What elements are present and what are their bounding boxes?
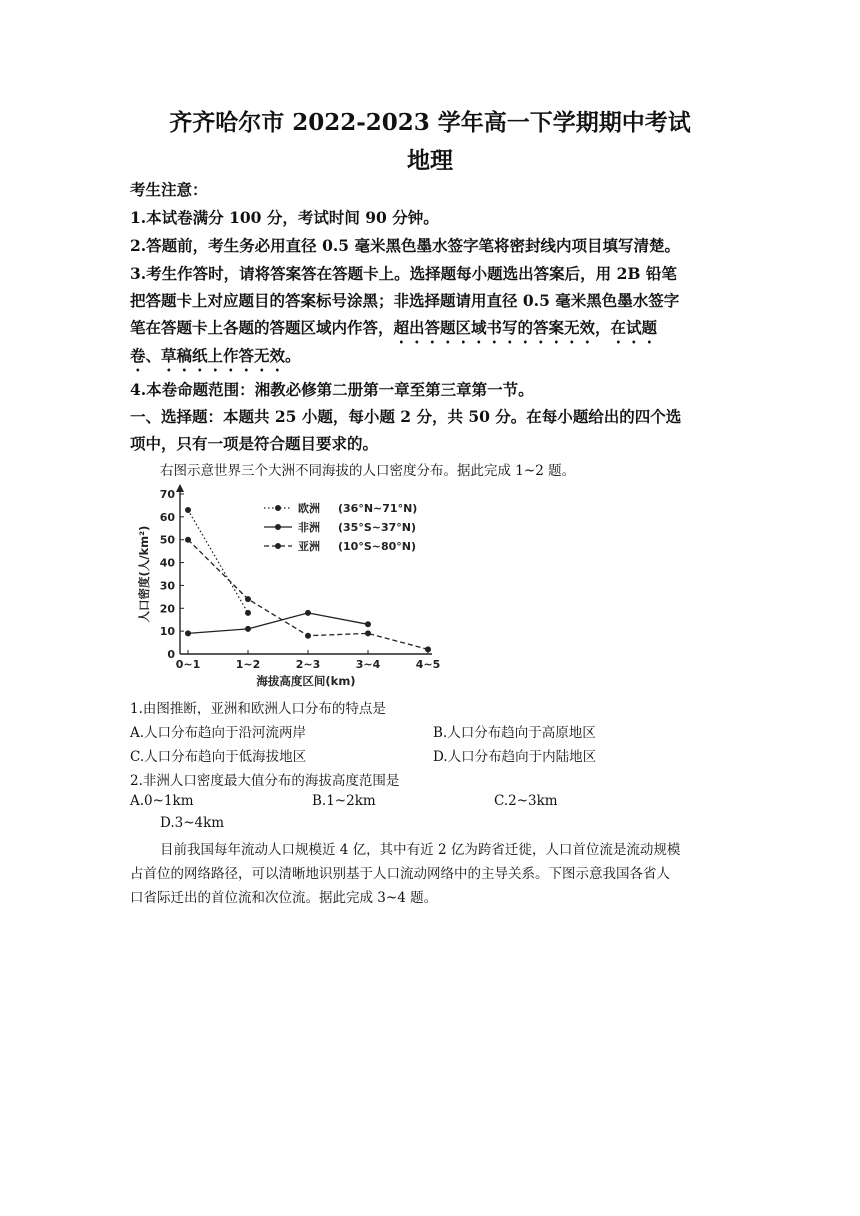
y-tick-label: 70 [159,488,175,501]
legend-marker [275,543,281,549]
section-1-line-1: 一、选择题：本题共 25 小题，每小题 2 分，共 50 分。在每小题给出的四个选 [130,407,682,426]
data-point [185,630,191,636]
legend-name: 非洲 [298,521,320,534]
notice-item-4: 4.本卷命题范围：湘教必修第二册第一章至第三章第一节。 [130,380,534,399]
legend-name: 欧洲 [298,502,320,515]
section-1-line-2: 项中，只有一项是符合题目要求的。 [130,434,379,453]
y-tick-label: 50 [159,533,175,547]
legend-range: (10°S~80°N) [338,540,417,553]
legend-marker [275,505,281,511]
y-tick-label: 40 [159,556,175,570]
notice-item-2: 2.答题前，考生务必用直径 0.5 毫米黑色墨水签字笔将密封线内项目填写清楚。 [130,236,680,255]
subject-title: 地理 [407,147,453,174]
y-tick-label: 0 [167,648,175,661]
notice-item-3-line-4 [130,344,740,375]
legend-range: (36°N~71°N) [338,502,418,515]
notice-emphasis-2: 卷、草稿纸上作答无效。 [130,346,301,365]
q2-option-a[interactable]: A.0~1km [130,793,194,809]
y-tick-label: 10 [159,625,175,639]
data-point [245,610,251,616]
series-line-1 [188,510,248,613]
question-3-4-intro-line-2: 占首位的网络路径，可以清晰地识别基于人口流动网络中的主导关系。下图示意我国各省人 [130,866,670,882]
legend-name: 亚洲 [298,540,320,553]
q2-option-b[interactable]: B.1~2km [312,793,376,809]
x-tick-label: 2~3 [295,658,321,671]
notice-item-3-line-3 [130,316,740,347]
q1-option-c[interactable]: C.人口分布趋向于低海拔地区 [130,749,307,765]
question-3-4-intro-line-3: 口省际迁出的首位流和次位流。据此完成 3~4 题。 [130,890,438,906]
data-point [245,626,251,632]
q2-option-d[interactable]: D.3~4km [160,815,225,831]
data-point [305,633,311,639]
exam-title: 齐齐哈尔市 2022-2023 学年高一下学期期中考试 [169,109,691,136]
q1-option-a[interactable]: A.人口分布趋向于沿河流两岸 [130,725,307,741]
q2-option-c[interactable]: C.2~3km [494,793,558,809]
q1-stem: 1.由图推断，亚洲和欧洲人口分布的特点是 [130,701,386,717]
x-axis-label: 海拔高度区间(km) [256,674,356,688]
q1-option-b[interactable]: B.人口分布趋向于高原地区 [433,725,596,741]
q1-option-d[interactable]: D.人口分布趋向于内陆地区 [433,749,597,765]
x-tick-label: 1~2 [235,658,261,671]
x-tick-label: 0~1 [175,658,201,671]
notice-heading: 考生注意： [130,180,208,199]
population-density-chart [132,478,440,693]
x-tick-label: 3~4 [355,658,381,671]
notice-item-3-line-1: 3.考生作答时，请将答案答在答题卡上。选择题每小题选出答案后，用 2B 铅笔 [130,264,677,283]
data-point [185,507,191,513]
data-point [365,630,371,636]
y-tick-label: 30 [159,579,175,593]
legend-range: (35°S~37°N) [338,521,417,534]
x-tick-label: 4~5 [415,658,440,671]
data-point [185,537,191,543]
y-axis-label: 人口密度(人/km²) [137,525,151,623]
question-3-4-intro-line-1: 目前我国每年流动人口规模近 4 亿，其中有近 2 亿为跨省迁徙，人口首位流是流动规模 [160,842,681,858]
data-point [305,610,311,616]
notice-item-3-line-2: 把答题卡上对应题目的答案标号涂黑；非选择题请用直径 0.5 毫米黑色墨水签字 [130,291,680,310]
data-point [425,646,431,652]
y-tick-label: 60 [159,510,175,524]
notice-item-3-line-3a: 笔在答题卡上各题的答题区域内作答， [130,318,394,337]
notice-emphasis-1: 超出答题区域书写的答案无效，在试题 [393,318,658,337]
notice-item-1: 1.本试卷满分 100 分，考试时间 90 分钟。 [130,208,439,227]
question-1-2-intro: 右图示意世界三个大洲不同海拔的人口密度分布。据此完成 1~2 题。 [160,463,576,479]
series-line-2 [188,613,368,634]
legend-marker [275,524,281,530]
data-point [245,596,251,602]
data-point [365,621,371,627]
q2-stem: 2.非洲人口密度最大值分布的海拔高度范围是 [130,773,400,789]
y-tick-label: 20 [159,602,175,616]
y-axis-arrow [176,484,184,492]
